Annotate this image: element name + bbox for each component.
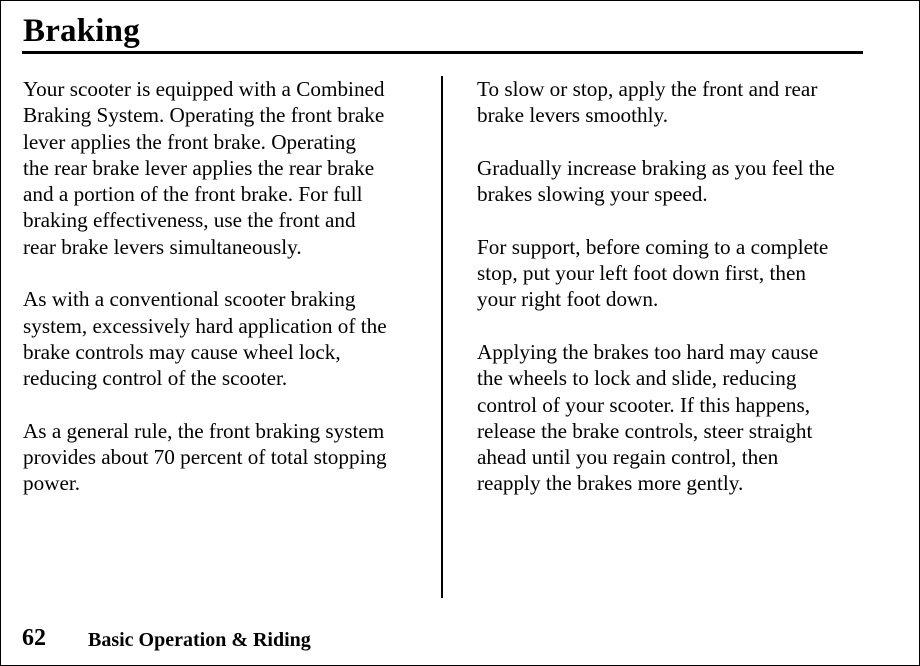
text-line: power. — [23, 471, 81, 496]
right-paragraph-4 — [477, 339, 897, 497]
text-line: the wheels to lock and slide, reducing — [477, 366, 797, 391]
right-column — [477, 76, 897, 523]
text-line: Your scooter is equipped with a Combined — [23, 77, 385, 101]
left-column — [23, 76, 423, 523]
left-paragraph-2 — [23, 286, 423, 391]
text-line: release the brake controls, steer straight — [477, 418, 813, 443]
left-paragraph-3 — [23, 418, 423, 497]
column-divider — [441, 76, 443, 598]
page-title: Braking — [23, 13, 140, 49]
text-line: As with a conventional scooter braking — [23, 287, 356, 312]
text-line: your right foot down. — [477, 287, 659, 312]
text-line: and a portion of the front brake. For full — [23, 182, 363, 207]
text-line: system, excessively hard application of the — [23, 313, 387, 338]
right-paragraph-1 — [477, 76, 897, 129]
text-line: control of your scooter. If this happens, — [477, 392, 811, 417]
text-line: As a general rule, the front braking system — [23, 418, 385, 443]
left-paragraph-1 — [23, 76, 423, 260]
text-line: Braking System. Operating the front brake — [23, 103, 385, 128]
page-number: 62 — [22, 625, 46, 651]
text-line: brake levers smoothly. — [477, 103, 669, 128]
right-paragraph-2 — [477, 155, 897, 208]
text-line: stop, put your left foot down first, then — [477, 261, 806, 286]
text-line: provides about 70 percent of total stopping — [23, 445, 387, 470]
text-line: reducing control of the scooter. — [23, 366, 288, 391]
text-line: braking effectiveness, use the front and — [23, 208, 356, 233]
section-footer-title: Basic Operation & Riding — [88, 629, 311, 651]
text-line: To slow or stop, apply the front and rear — [477, 77, 818, 101]
text-line: Applying the brakes too hard may cause — [477, 339, 819, 364]
text-line: rear brake levers simultaneously. — [23, 234, 302, 259]
text-line: brakes slowing your speed. — [477, 182, 708, 207]
title-underline — [22, 51, 863, 54]
right-paragraph-3 — [477, 234, 897, 313]
text-line: the rear brake lever applies the rear brake — [23, 155, 375, 180]
text-line: reapply the brakes more gently. — [477, 471, 744, 496]
text-line: For support, before coming to a complete — [477, 234, 829, 259]
text-line: Gradually increase braking as you feel the — [477, 155, 835, 180]
text-line: ahead until you regain control, then — [477, 445, 779, 470]
text-line: lever applies the front brake. Operating — [23, 129, 356, 154]
text-line: brake controls may cause wheel lock, — [23, 339, 341, 364]
